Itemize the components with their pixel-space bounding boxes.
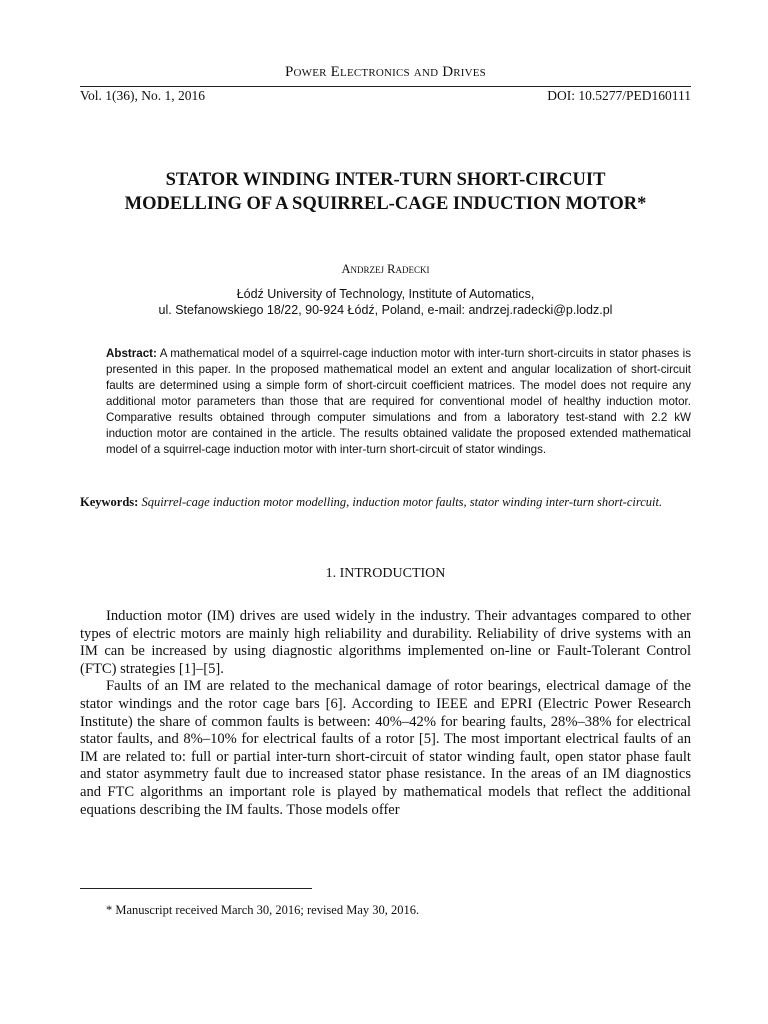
keywords-text: Squirrel-cage induction motor modelling, induction motor faults, stator winding inter-turn short-circuit. xyxy=(141,495,663,509)
abstract-text: A mathematical model of a squirrel-cage induction motor with inter-turn short-circuits in stator phases is presented in this paper. In the proposed mathematical model an extent and angular localization of short-circuit faults are determined using a simple form of short-circuit coefficient matrices. The model does not require any additional motor parameters than those that are required for conventional model of healthy induction motor. Comparative results obtained through computer simulations and from a laboratory test-stand with 2.2 kW induction motor are contained in the article. The results obtained validate the proposed extended mathematical model of a squirrel-cage induction motor with inter-turn short-circuit of stator windings. xyxy=(106,347,691,456)
title-line-1: STATOR WINDING INTER-TURN SHORT-CIRCUIT xyxy=(165,170,606,190)
keywords-label: Keywords: xyxy=(80,495,139,509)
abstract-label: Abstract: xyxy=(106,347,157,360)
abstract xyxy=(106,346,691,458)
paragraph-1: Induction motor (IM) drives are used widely in the industry. Their advantages compared to other types of electric motors are mainly high reliability and durability. Reliability of drive systems with an IM can be increased by using diagnostic algorithms implemented on-line or Fault-Tolerant Control (FTC) strategies [1]–[5]. xyxy=(80,608,691,677)
footnote-divider xyxy=(80,888,312,889)
keywords xyxy=(80,494,691,511)
header-meta-row xyxy=(80,86,691,104)
body-text xyxy=(80,608,691,819)
affiliation-line-2: ul. Stefanowskiego 18/22, 90-924 Łódź, Poland, e-mail: andrzej.radecki@p.lodz.pl xyxy=(158,303,613,317)
title-line-2: MODELLING OF A SQUIRREL-CAGE INDUCTION MOTOR* xyxy=(124,194,647,214)
section-heading: 1. INTRODUCTION xyxy=(325,566,446,581)
affiliation-line-1: Łódź University of Technology, Institute of Automatics, xyxy=(236,287,535,301)
author-affiliation xyxy=(80,286,691,318)
paper-title xyxy=(80,168,691,216)
footnote: * Manuscript received March 30, 2016; revised May 30, 2016. xyxy=(106,903,420,917)
paper-page xyxy=(80,0,691,1024)
doi: DOI: 10.5277/PED160111 xyxy=(547,88,691,103)
author-name: Andrzej Radecki xyxy=(341,262,430,276)
volume-info: Vol. 1(36), No. 1, 2016 xyxy=(80,88,206,103)
journal-name: Power Electronics and Drives xyxy=(284,64,487,80)
paragraph-2: Faults of an IM are related to the mechanical damage of rotor bearings, electrical damage of the stator windings and the rotor cage bars [6]. According to IEEE and EPRI (Electric Power Research Institute) the share of common faults is between: 40%–42% for bearing faults, 28%–38% for electrical stator faults, and 8%–10% for electrical faults of a rotor [5]. The most important electrical faults of an IM are related to: full or partial inter-turn short-circuit of stator winding fault, open stator phase fault and stator asymmetry fault due to increased stator phase resistance. In the areas of an IM diagnostics and FTC algorithms an important role is played by mathematical models that reflect the additional equations describing the IM faults. Those models offer xyxy=(80,678,691,818)
